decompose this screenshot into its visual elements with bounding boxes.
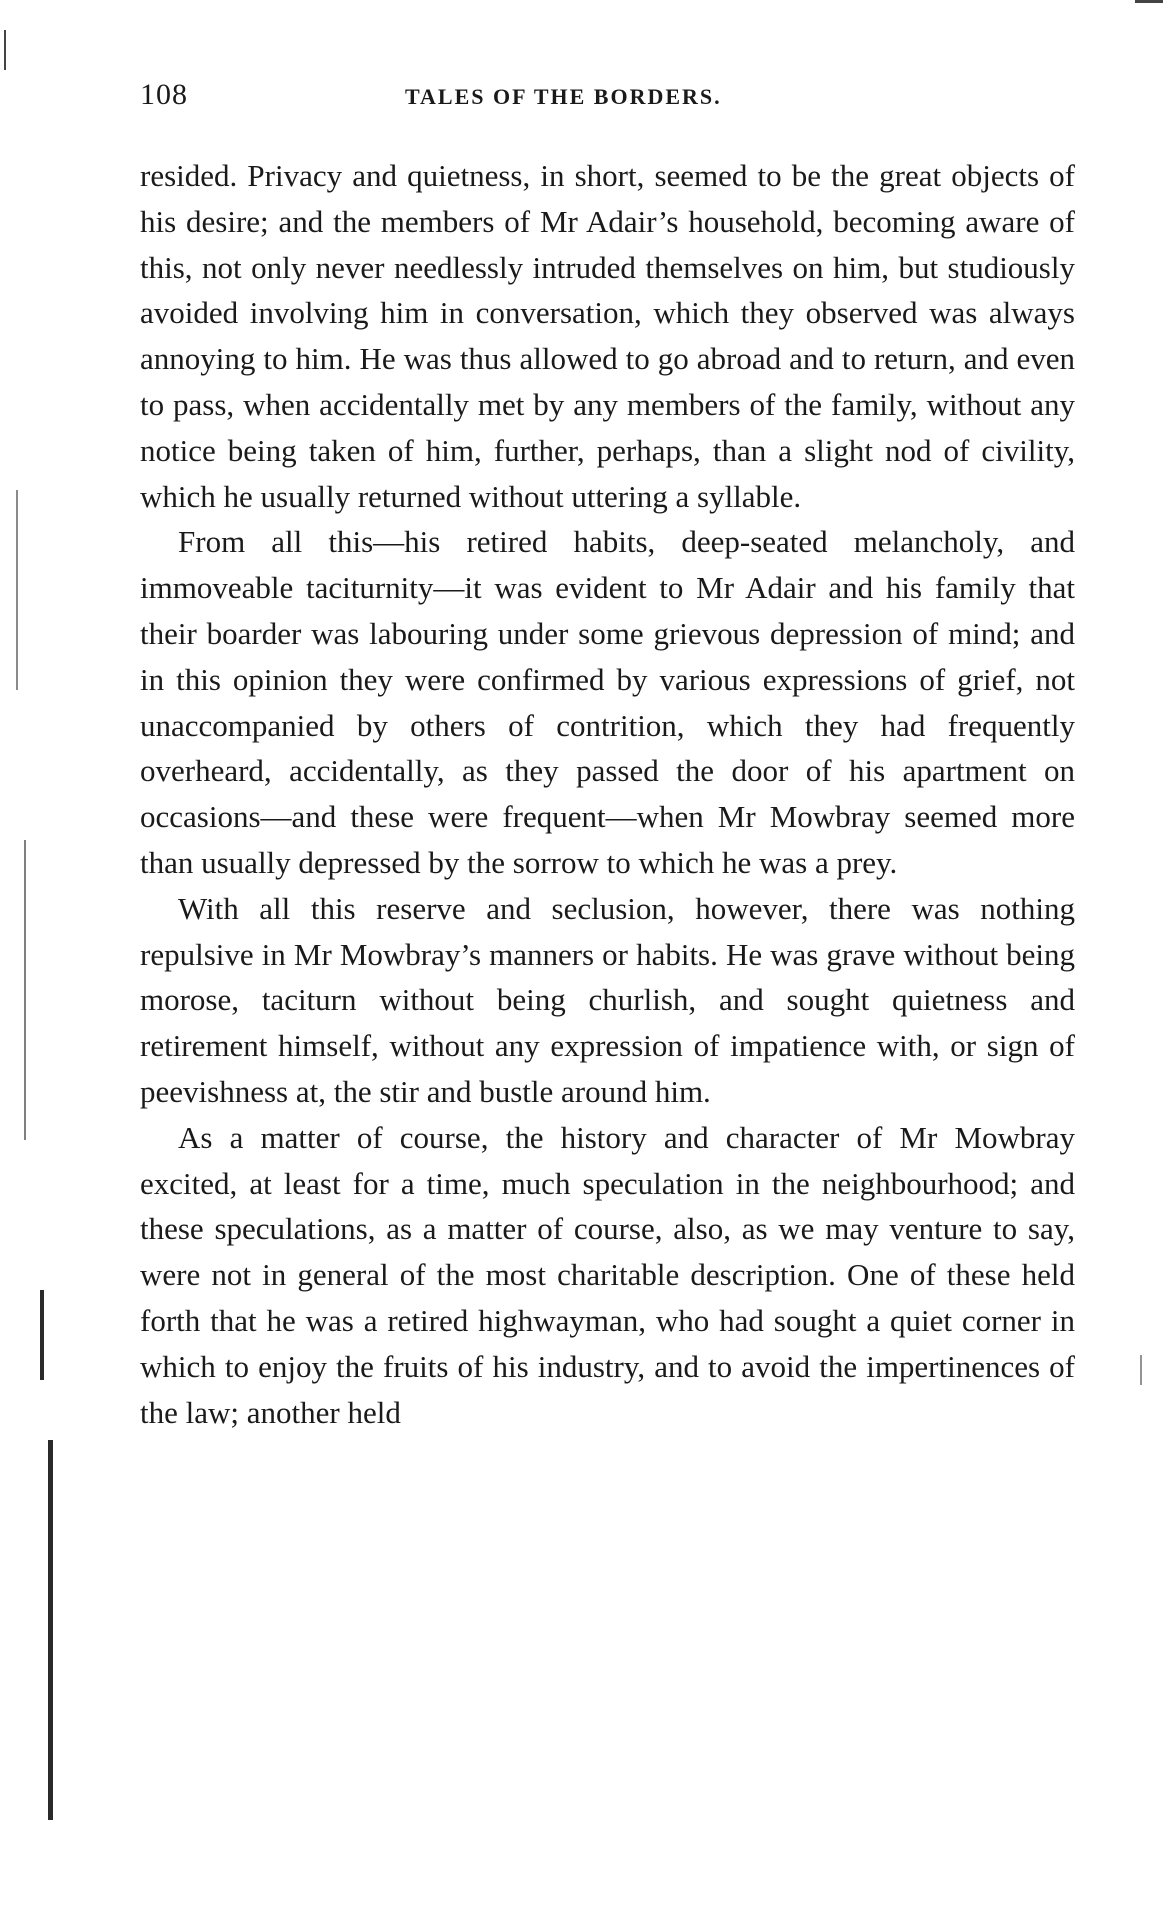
page-header: [140, 78, 1075, 118]
paragraph-1: resided. Privacy and quietness, in short, seemed to be the great objects of his desire; and the members of Mr Adair’s household, becoming aware of this, not only never needlessly intruded themselves on him, but studiously avoided involving him in conversation, which they observed was always annoying to him. He was thus allowed to go abroad and to return, and even to pass, when accidentally met by any members of the family, without any notice being taken of him, further, perhaps, than a slight nod of civility, which he usually returned without uttering a syllable.: [140, 158, 1075, 514]
body-text: [140, 153, 1075, 1435]
paragraph-2: From all this—his retired habits, deep-seated melancholy, and immoveable taciturnity—it was evident to Mr Adair and his family that their boarder was labouring under some grievous depression of mind; and in this opinion they were confirmed by various expressions of grief, not unaccompanied by others of contrition, which they had frequently overheard, accidentally, as they passed the door of his apartment on occasions—and these were frequent—when Mr Mowbray seemed more than usually depressed by the sorrow to which he was a prey.: [140, 524, 1075, 880]
paragraph-3: With all this reserve and seclusion, however, there was nothing repulsive in Mr Mowbray’s manners or habits. He was grave without being morose, taciturn without being churlish, and sought quietness and retirement himself, without any expression of impatience with, or sign of peevishness at, the stir and bustle around him.: [140, 890, 1075, 1109]
scan-margin-mark-2: [24, 840, 26, 1140]
page-number: 108: [140, 78, 188, 111]
running-head: TALES OF THE BORDERS.: [405, 84, 722, 109]
scan-margin-mark-3: [40, 1290, 44, 1380]
scan-margin-mark-4: [48, 1440, 53, 1820]
scan-margin-mark-1: [16, 490, 18, 690]
scan-edge-mark-top-left: [4, 30, 6, 70]
paragraph-4: As a matter of course, the history and character of Mr Mowbray excited, at least for a time, much speculation in the neighbourhood; and these speculations, as a matter of course, also, as we may venture to say, were not in general of the most charitable description. One of these held forth that he was a retired highwayman, who had sought a quiet corner in which to enjoy the fruits of his industry, and to avoid the impertinences of the law; another held: [140, 1119, 1075, 1430]
scan-margin-mark-5: [1140, 1355, 1142, 1385]
scan-edge-mark-top-right: [1135, 0, 1163, 3]
